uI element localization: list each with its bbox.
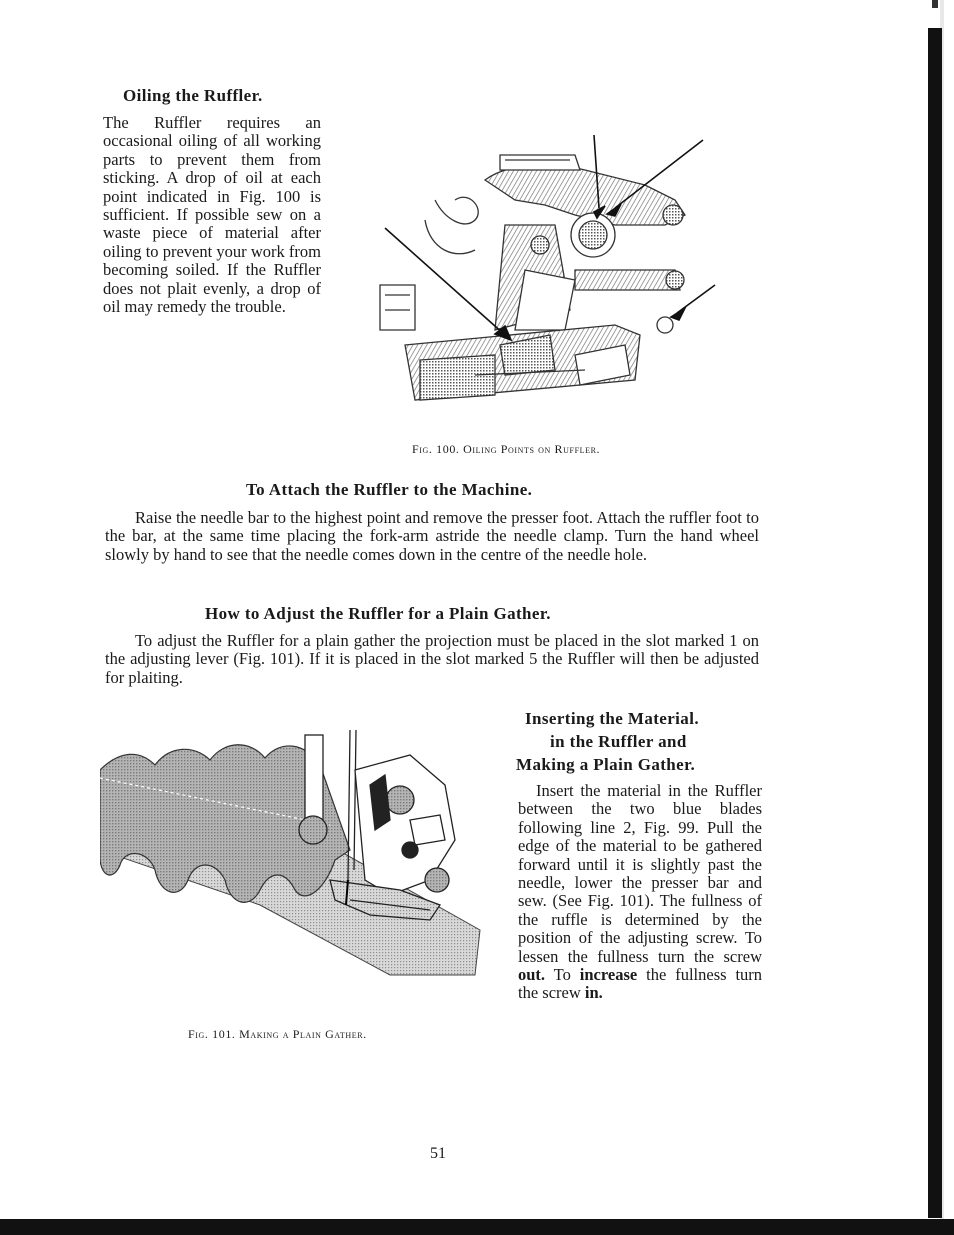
heading-inserting-line3: Making a Plain Gather. [516,755,696,774]
page-number: 51 [430,1145,446,1162]
heading-adjust: How to Adjust the Ruffler for a Plain Gather. [205,604,551,623]
figure-100-caption: Fig. 100. Oiling Points on Ruffler. [412,442,601,456]
paragraph-attach: Raise the needle bar to the highest point and remove the presser foot. Attach the ruffler foot to the bar, at the same time placing the fork-arm astride the needle clamp. Turn the hand wheel slowly by hand to see that the needle comes down in the centre of the needle hole. [105,508,759,564]
bold-in: in. [584,983,603,1003]
paragraph-inserting-text: Insert the material in the Ruffler between the two blue blades following line 2, Fig. 99. Pull the edge of the material to be gathered forward until it is slightly past the needle, lower the presser bar and sew. (See Fig. 101). The fullness of the ruffle is determined by the position of the adjusting screw. To lessen the fullness turn the screw [518,781,762,966]
heading-attach: To Attach the Ruffler to the Machine. [246,480,533,499]
text-to: To [553,965,571,985]
scan-edge-bottom [0,1219,954,1235]
paragraph-adjust: To adjust the Ruffler for a plain gather the projection must be placed in the slot marked 1 on the adjusting lever (Fig. 101). If it is placed in the slot marked 5 the Ruffler will then be adjusted for plaiting. [105,631,759,687]
paragraph-inserting [518,782,762,1003]
heading-oiling: Oiling the Ruffler. [123,86,263,105]
figure-100-ruffler-illustration [375,130,720,410]
scan-corner-mark [932,0,938,8]
bold-out: out. [518,965,546,985]
heading-inserting-line2: in the Ruffler and [550,732,687,751]
heading-inserting-line1: Inserting the Material. [525,709,699,728]
figure-101-caption: Fig. 101. Making a Plain Gather. [188,1027,367,1041]
paragraph-oiling: The Ruffler requires an occasional oiling of all working parts to prevent them from sticking. A drop of oil at each point indicated in Fig. 100 is sufficient. If possible sew on a waste piece of material after oiling to prevent your work from becoming soiled. If the Ruffler does not plait evenly, a drop of oil may remedy the trouble. [103,113,321,317]
text-fullness: the fullness turn the screw [518,965,763,1003]
bold-increase: increase [579,965,638,985]
scan-edge-right [928,28,942,1218]
figure-101-gather-illustration [100,730,485,980]
